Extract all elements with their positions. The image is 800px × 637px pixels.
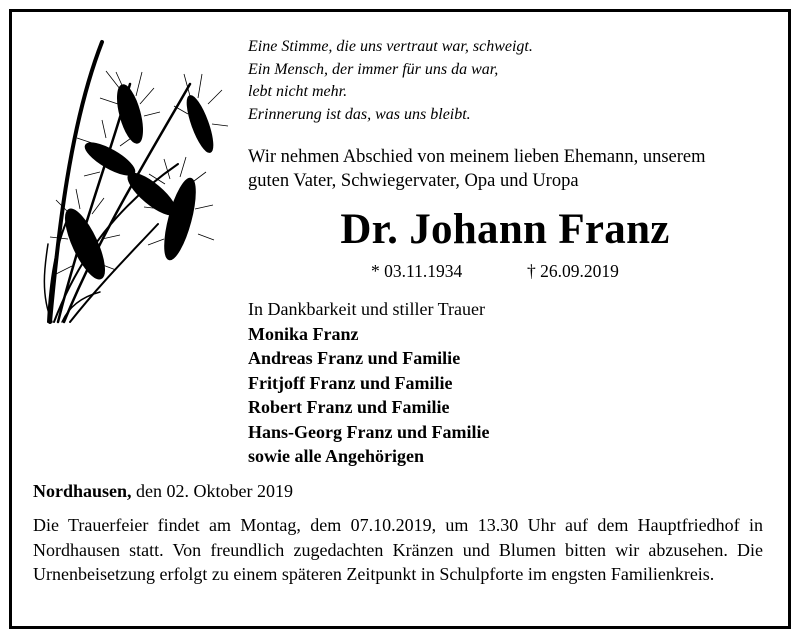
mourner-item: Fritjoff Franz und Familie <box>248 372 453 393</box>
mourner-item: Andreas Franz und Familie <box>248 348 461 368</box>
poem-line: lebt nicht mehr. <box>248 83 348 100</box>
mourners-list <box>248 297 490 469</box>
poem-line: Ein Mensch, der immer für uns da war, <box>248 60 499 78</box>
poem-line: Eine Stimme, die uns vertraut war, schweigt. <box>248 38 533 55</box>
intro-line: guten Vater, Schwiegervater, Opa und Uropa <box>248 171 579 191</box>
wheat-icon <box>40 34 230 324</box>
date: den 02. Oktober 2019 <box>131 481 294 501</box>
poem-line: Erinnerung ist das, was uns bleibt. <box>248 105 471 123</box>
poem <box>248 36 533 126</box>
death-date: † 26.09.2019 <box>527 261 619 281</box>
mourners-intro: In Dankbarkeit und stiller Trauer <box>248 299 485 319</box>
mourner-item: Hans-Georg Franz und Familie <box>248 421 490 442</box>
intro-text <box>248 145 706 193</box>
place-date <box>33 481 293 502</box>
funeral-note: Die Trauerfeier findet am Montag, dem 07.10.2019, um 13.30 Uhr auf dem Hauptfriedhof in Nordhausen statt. Von freundlich zugedachten Kränzen und Blumen bitten wir abzusehen. Die Urnenbeisetzung erfolgt zu einem späteren Zeitpunkt in Schulpforte im engsten Familienkreis. <box>33 515 763 584</box>
deceased-name: Dr. Johann Franz <box>340 206 670 253</box>
mourner-item: Robert Franz und Familie <box>248 397 450 417</box>
mourner-item: Monika Franz <box>248 323 359 344</box>
mourner-item: sowie alle Angehörigen <box>248 446 424 466</box>
birth-date: * 03.11.1934 <box>371 261 463 281</box>
place: Nordhausen, <box>33 481 132 501</box>
intro-line: Wir nehmen Abschied von meinem lieben Ehemann, unserem <box>248 147 706 167</box>
